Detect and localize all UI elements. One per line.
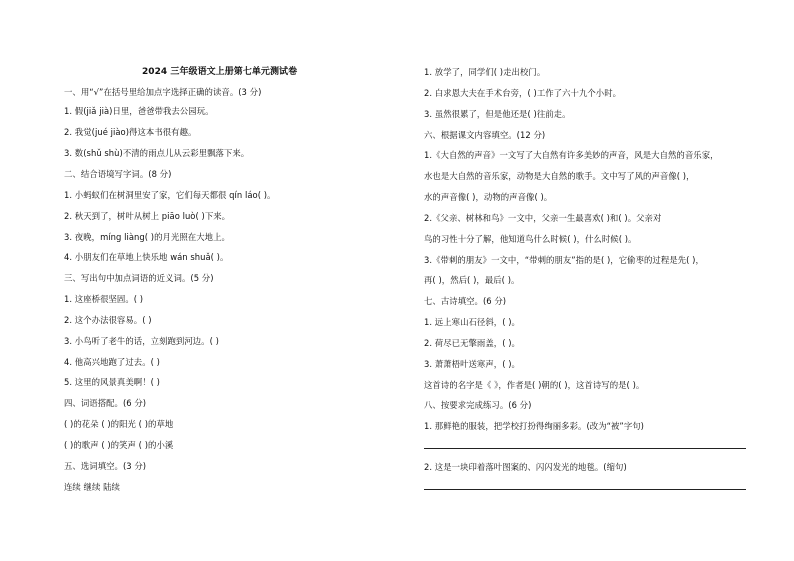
question-7-1: 1. 远上寒山石径斜，( )。 <box>424 317 520 327</box>
question-1-3: 3. 数(shǔ shù)不清的雨点儿从云彩里飘落下来。 <box>64 148 250 158</box>
section-2-heading: 二、结合语境写字词。(8 分) <box>64 169 172 179</box>
question-6-3-line-1: 3.《带刺的朋友》一文中，“带刺的朋友”指的是( )，它偷枣的过程是先( )， <box>424 255 704 265</box>
word-match-row-2: ( )的歌声 ( )的笑声 ( )的小溪 <box>64 440 174 450</box>
question-1-2: 2. 我觉(jué jiào)得这本书很有趣。 <box>64 127 197 137</box>
word-match-row-1: ( )的花朵 ( )的阳光 ( )的草地 <box>64 419 174 429</box>
section-3-heading: 三、写出句中加点词语的近义词。(5 分) <box>64 273 214 283</box>
question-8-1: 1. 那鲜艳的服装，把学校打扮得绚丽多彩。(改为“被”字句) <box>424 421 644 431</box>
question-6-1-line-1: 1.《大自然的声音》一文写了大自然有许多美妙的声音，风是大自然的音乐家， <box>424 150 719 160</box>
question-3-2: 2. 这个办法很容易。( ) <box>64 315 152 325</box>
question-6-2-line-2: 鸟的习性十分了解，他知道鸟什么时候( )，什么时候( )。 <box>424 234 637 244</box>
question-3-4: 4. 他高兴地跑了过去。( ) <box>64 357 160 367</box>
question-3-3: 3. 小鸟听了老牛的话，立刻跑到河边。( ) <box>64 336 219 346</box>
word-choices: 连续 继续 陆续 <box>64 482 120 492</box>
section-1-heading: 一、用“√”在括号里给加点字选择正确的读音。(3 分) <box>64 87 262 97</box>
section-4-heading: 四、词语搭配。(6 分) <box>64 398 147 408</box>
answer-line-2[interactable] <box>424 489 746 490</box>
question-2-4: 4. 小朋友们在草地上快乐地 wán shuǎ( )。 <box>64 252 229 262</box>
answer-line-1[interactable] <box>424 448 746 449</box>
question-6-1-line-3: 水的声音像( )，动物的声音像( )。 <box>424 192 553 202</box>
page-title: 2024 三年级语文上册第七单元测试卷 <box>142 67 298 77</box>
section-8-heading: 八、按要求完成练习。(6 分) <box>424 400 532 410</box>
question-6-3-line-2: 再( )，然后( )，最后( )。 <box>424 275 520 285</box>
question-5-2: 2. 白求恩大夫在手术台旁，( )工作了六十九个小时。 <box>424 88 622 98</box>
section-6-heading: 六、根据课文内容填空。(12 分) <box>424 130 546 140</box>
question-3-1: 1. 这座桥很坚固。( ) <box>64 294 144 304</box>
question-2-3: 3. 夜晚，míng liàng( )的月光照在大地上。 <box>64 232 230 242</box>
question-5-1: 1. 放学了，同学们( )走出校门。 <box>424 67 546 77</box>
poem-info-question: 这首诗的名字是《 》，作者是( )朝的( )，这首诗写的是( )。 <box>424 380 645 390</box>
question-3-5: 5. 这里的风景真美啊！( ) <box>64 377 160 387</box>
question-2-1: 1. 小蚂蚁们在树洞里安了家，它们每天都很 qín láo( )。 <box>64 190 276 200</box>
section-5-heading: 五、选词填空。(3 分) <box>64 461 147 471</box>
question-6-2-line-1: 2.《父亲、树林和鸟》一文中，父亲一生最喜欢( )和( )。父亲对 <box>424 213 662 223</box>
question-2-2: 2. 秋天到了，树叶从树上 piāo luò( )下来。 <box>64 211 231 221</box>
question-1-1: 1. 假(jiǎ jià)日里，爸爸带我去公园玩。 <box>64 106 214 116</box>
question-6-1-line-2: 水也是大自然的音乐家，动物是大自然的歌手。文中写了风的声音像( )， <box>424 171 695 181</box>
question-8-2: 2. 这是一块印着落叶图案的、闪闪发光的地毯。(缩句) <box>424 462 627 472</box>
question-7-3: 3. 萧萧梧叶送寒声，( )。 <box>424 359 520 369</box>
section-7-heading: 七、古诗填空。(6 分) <box>424 296 507 306</box>
question-7-2: 2. 荷尽已无擎雨盖，( )。 <box>424 338 520 348</box>
question-5-3: 3. 虽然很累了，但是他还是( )往前走。 <box>424 109 571 119</box>
